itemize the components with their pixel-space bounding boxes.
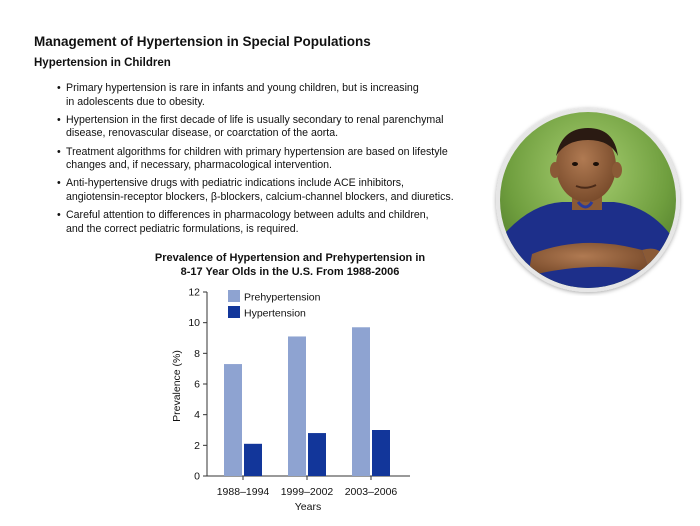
bullet-item: • Primary hypertension is rare in infants and young children, but is increasing in adolescents due to obesity.	[58, 82, 493, 109]
bar-prehypertension-1	[224, 364, 242, 476]
x-tick-label: 1988–1994	[216, 486, 270, 498]
bullet-item: • Careful attention to differences in pharmacology between adults and children, and the correct pediatric formulations, is required.	[58, 209, 493, 236]
legend-swatch-prehypertension	[228, 290, 240, 302]
y-tick-label: 6	[194, 378, 200, 391]
bar-hypertension-2	[308, 433, 326, 476]
section-subtitle: Hypertension in Children	[34, 57, 171, 69]
legend-label-hypertension: Hypertension	[244, 307, 306, 320]
legend-label-prehypertension: Prehypertension	[244, 291, 321, 304]
y-tick-label: 2	[194, 439, 200, 452]
bullet-item: • Hypertension in the first decade of life is usually secondary to renal parenchymal disease, renovascular disease, or coarctation of the aorta.	[58, 114, 493, 141]
y-tick-label: 10	[188, 317, 200, 330]
x-axis-label: Years	[294, 501, 322, 513]
bar-hypertension-3	[372, 430, 390, 476]
chart-title-line-2: 8-17 Year Olds in the U.S. From 1988-2006	[180, 266, 400, 278]
y-tick-label: 4	[194, 409, 200, 422]
bar-hypertension-1	[244, 444, 262, 476]
y-axis-label: Prevalence (%)	[171, 350, 183, 422]
page-title: Management of Hypertension in Special Populations	[34, 34, 371, 49]
x-tick-label: 2003–2006	[344, 486, 398, 498]
bullet-item: • Anti-hypertensive drugs with pediatric indications include ACE inhibitors, angiotensin-receptor blockers, β-blockers, calcium-channel blockers, and diuretics.	[58, 177, 493, 204]
bar-prehypertension-3	[352, 327, 370, 476]
y-tick-label: 0	[194, 470, 200, 483]
x-tick-label: 1999–2002	[280, 486, 334, 498]
chart-plot-area	[188, 287, 410, 499]
chart-title-line-1: Prevalence of Hypertension and Prehypertension in	[154, 252, 426, 264]
y-tick-label: 8	[194, 347, 200, 360]
bar-prehypertension-2	[288, 336, 306, 476]
bullet-item: • Treatment algorithms for children with primary hypertension are based on lifestyle changes and, if necessary, pharmacological intervention.	[58, 146, 493, 173]
legend-swatch-hypertension	[228, 306, 240, 318]
y-tick-label: 12	[188, 286, 200, 299]
